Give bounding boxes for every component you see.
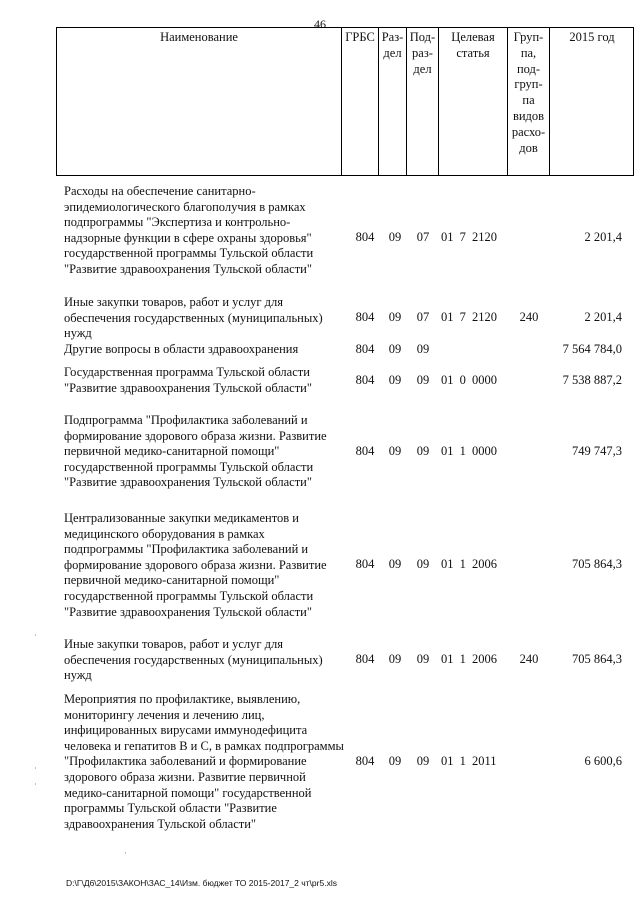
row-sum-2015: 6 600,6 <box>584 754 622 768</box>
page-number: 46 <box>314 17 326 31</box>
header-grbs: ГРБС <box>345 30 375 44</box>
row-name: Расходы на обеспечение санитарно-эпидемиологического благополучия в рамках подпрограммы "Экспертиза и контрольно-надзорные функции в сфере охраны здоровья" государственной программы Тульской области "Развитие здравоохранения Тульской области" <box>64 184 314 276</box>
row-podrazdel: 09 <box>416 444 430 458</box>
header-vid-rashodov: Груп- па, под- груп- па видов расхо- дов <box>511 30 546 155</box>
row-razdel: 09 <box>388 557 402 571</box>
row-podrazdel: 07 <box>416 310 430 324</box>
row-razdel: 09 <box>388 310 402 324</box>
header-razdel: Раз- дел <box>381 30 404 60</box>
header-year: 2015 год <box>569 30 615 44</box>
table-header <box>56 27 634 176</box>
header-name: Наименование <box>160 30 238 44</box>
header-podrazdel: Под- раз- дел <box>409 30 436 76</box>
row-razdel: 09 <box>388 444 402 458</box>
row-grbs: 804 <box>355 342 375 356</box>
row-name: Иные закупки товаров, работ и услуг для обеспечения государственных (муниципальных) нужд <box>64 295 323 341</box>
row-name: Иные закупки товаров, работ и услуг для обеспечения государственных (муниципальных) нужд <box>64 637 323 683</box>
row-razdel: 09 <box>388 652 402 666</box>
row-grbs: 804 <box>355 444 375 458</box>
file-path-footer: D:\Г\Д6\2015\ЗАКОН\ЗАС_14\Изм. бюджет ТО 2015-2017_2 чт\pr5.xls <box>66 878 337 888</box>
row-name: Мероприятия по профилактике, выявлению, мониторингу лечения и лечению лиц, инфицированных вирусами иммунодефицита человека и гепатитов В и С, в рамках подпрограммы "Профилактика заболеваний и формирование здорового образа жизни. Развитие первичной медико-санитарной помощи" государственной программы Тульской области "Развитие здравоохранения Тульской области" <box>64 692 344 831</box>
row-grbs: 804 <box>355 652 375 666</box>
row-sum-2015: 2 201,4 <box>584 310 622 324</box>
row-razdel: 09 <box>388 342 402 356</box>
row-podrazdel: 09 <box>416 652 430 666</box>
row-celevaya-statya: 01 7 2120 <box>441 230 497 244</box>
row-vid-rashodov: 240 <box>519 310 539 324</box>
row-vid-rashodov: 240 <box>519 652 539 666</box>
row-sum-2015: 749 747,3 <box>572 444 622 458</box>
row-sum-2015: 7 538 887,2 <box>562 373 622 387</box>
row-celevaya-statya: 01 1 2006 <box>441 557 497 571</box>
row-name: Государственная программа Тульской области "Развитие здравоохранения Тульской области" <box>64 365 312 395</box>
header-celevaya-statya: Целевая статья <box>451 30 495 60</box>
row-grbs: 804 <box>355 373 375 387</box>
row-grbs: 804 <box>355 310 375 324</box>
row-name: Подпрограмма "Профилактика заболеваний и формирование здорового образа жизни. Развитие первичной медико-санитарной помощи" государственной программы Тульской области "Развитие здравоохранения Тульской области" <box>64 413 327 490</box>
row-celevaya-statya: 01 1 2006 <box>441 652 497 666</box>
row-sum-2015: 7 564 784,0 <box>562 342 622 356</box>
row-razdel: 09 <box>388 230 402 244</box>
row-grbs: 804 <box>355 754 375 768</box>
row-name: Другие вопросы в области здравоохранения <box>64 342 299 356</box>
row-celevaya-statya: 01 7 2120 <box>441 310 497 324</box>
row-sum-2015: 705 864,3 <box>572 557 622 571</box>
row-podrazdel: 09 <box>416 557 430 571</box>
row-grbs: 804 <box>355 230 375 244</box>
row-sum-2015: 705 864,3 <box>572 652 622 666</box>
row-name: Централизованные закупки медикаментов и медицинского оборудования в рамках подпрограммы "Профилактика заболеваний и формирование здорового образа жизни. Развитие первичной медико-санитарной помощи" государственной программы Тульской области "Развитие здравоохранения Тульской области" <box>64 511 327 619</box>
row-celevaya-statya: 01 1 2011 <box>441 754 497 768</box>
row-podrazdel: 09 <box>416 342 430 356</box>
row-celevaya-statya: 01 1 0000 <box>441 444 497 458</box>
row-podrazdel: 09 <box>416 754 430 768</box>
row-razdel: 09 <box>388 754 402 768</box>
row-grbs: 804 <box>355 557 375 571</box>
row-podrazdel: 09 <box>416 373 430 387</box>
row-razdel: 09 <box>388 373 402 387</box>
row-celevaya-statya: 01 0 0000 <box>441 373 497 387</box>
row-sum-2015: 2 201,4 <box>584 230 622 244</box>
row-podrazdel: 07 <box>416 230 430 244</box>
